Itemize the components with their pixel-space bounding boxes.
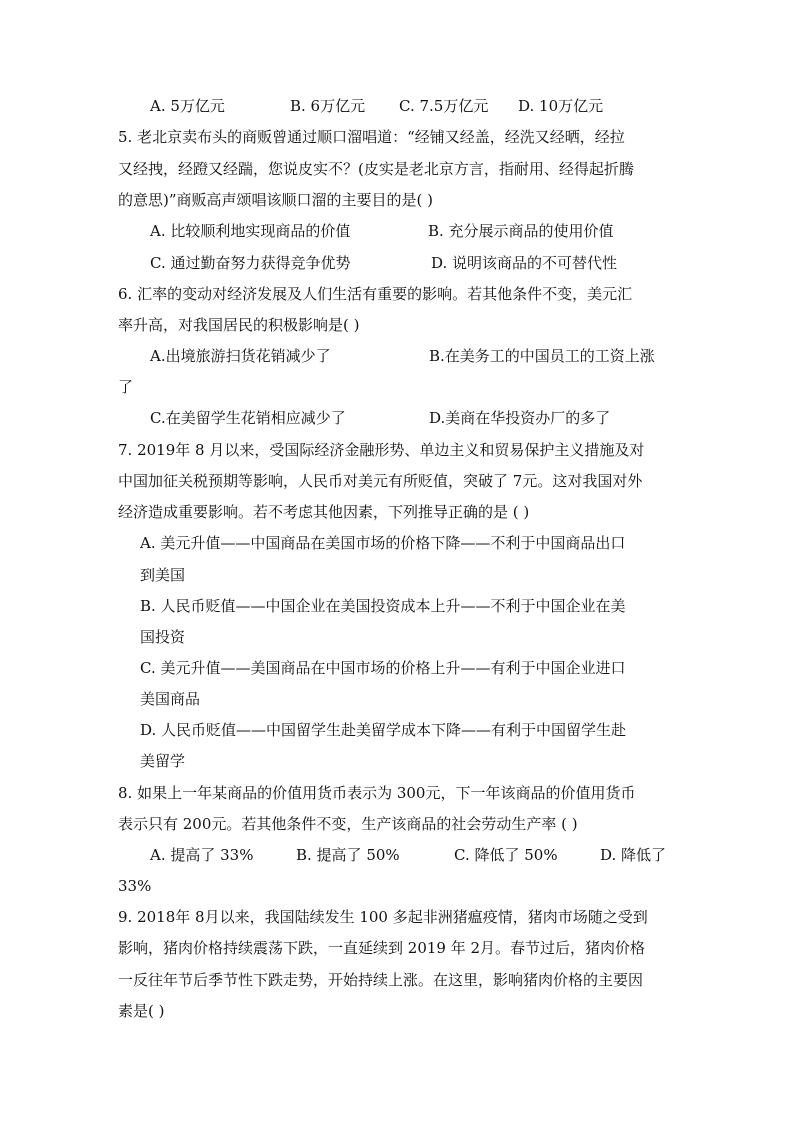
q7-option-c: C. 美元升值——美国商品在中国市场的价格上升——有利于中国企业进口 [140, 659, 626, 677]
q7-option-c-wrap: 美国商品 [140, 690, 201, 708]
q9-stem-line-2: 影响，猪肉价格持续震荡下跌，一直延续到 2019 年 2月。春节过后，猪肉价格 [118, 939, 646, 957]
q9-stem-line-1: 9. 2018年 8月以来，我国陆续发生 100 多起非洲猪瘟疫情，猪肉市场随之受到 [118, 908, 648, 926]
q4-option-b: B. 6万亿元 [290, 97, 366, 115]
q5-option-a: A. 比较顺利地实现商品的价值 [150, 222, 351, 240]
q7-option-b-wrap: 国投资 [140, 628, 186, 646]
q8-option-d: D. 降低了 [600, 846, 667, 864]
q7-option-d-wrap: 美留学 [140, 752, 186, 770]
q6-option-b-wrap: 了 [118, 378, 134, 396]
q5-stem-line-1: 5. 老北京卖布头的商贩曾通过顺口溜唱道：“经铺又经盖，经洗又经晒，经拉 [118, 128, 625, 146]
q7-option-a: A. 美元升值——中国商品在美国市场的价格下降——不利于中国商品出口 [140, 534, 626, 552]
q6-option-d: D.美商在华投资办厂的多了 [429, 409, 611, 427]
q9-stem-line-4: 素是( ) [118, 1002, 165, 1020]
q5-option-c: C. 通过勤奋努力获得竞争优势 [150, 254, 351, 272]
q5-stem-line-2: 又经拽，经蹬又经踹，您说皮实不？(皮实是老北京方言，指耐用、经得起折腾 [118, 160, 634, 178]
q4-option-d: D. 10万亿元 [518, 97, 604, 115]
q6-stem-line-1: 6. 汇率的变动对经济发展及人们生活有重要的影响。若其他条件不变，美元汇 [118, 285, 633, 303]
q7-option-d: D. 人民币贬值——中国留学生赴美留学成本下降——有利于中国留学生赴 [140, 721, 627, 739]
q6-option-c: C.在美留学生花销相应减少了 [150, 409, 346, 427]
q7-option-a-wrap: 到美国 [140, 566, 186, 584]
q7-stem-line-2: 中国加征关税预期等影响，人民币对美元有所贬值，突破了 7元。这对我国对外 [118, 472, 643, 490]
q5-stem-line-3: 的意思)”商贩高声颂唱该顺口溜的主要目的是( ) [118, 191, 433, 209]
q5-option-d: D. 说明该商品的不可替代性 [431, 254, 618, 272]
q7-stem-line-3: 经济造成重要影响。若不考虑其他因素，下列推导正确的是 ( ) [118, 503, 530, 521]
q5-option-b: B. 充分展示商品的使用价值 [428, 222, 614, 240]
q6-option-b: B.在美务工的中国员工的工资上涨 [429, 347, 655, 365]
q4-option-c: C. 7.5万亿元 [399, 97, 489, 115]
q8-option-d-wrap: 33% [118, 877, 152, 895]
q8-stem-line-1: 8. 如果上一年某商品的价值用货币表示为 300元，下一年该商品的价值用货币 [118, 784, 636, 802]
q4-option-a: A. 5万亿元 [150, 97, 225, 115]
q8-option-a: A. 提高了 33% [150, 846, 254, 864]
q7-option-b: B. 人民币贬值——中国企业在美国投资成本上升——不利于中国企业在美 [140, 597, 626, 615]
q8-stem-line-2: 表示只有 200元。若其他条件不变，生产该商品的社会劳动生产率 ( ) [118, 815, 578, 833]
q8-option-c: C. 降低了 50% [454, 846, 558, 864]
q6-option-a: A.出境旅游扫货花销减少了 [150, 347, 331, 365]
q7-stem-line-1: 7. 2019年 8 月以来，受国际经济金融形势、单边主义和贸易保护主义措施及对 [118, 441, 645, 459]
q8-option-b: B. 提高了 50% [296, 846, 400, 864]
q6-stem-line-2: 率升高，对我国居民的积极影响是( ) [118, 316, 360, 334]
q9-stem-line-3: 一反往年节后季节性下跌走势，开始持续上涨。在这里，影响猪肉价格的主要因 [118, 971, 644, 989]
